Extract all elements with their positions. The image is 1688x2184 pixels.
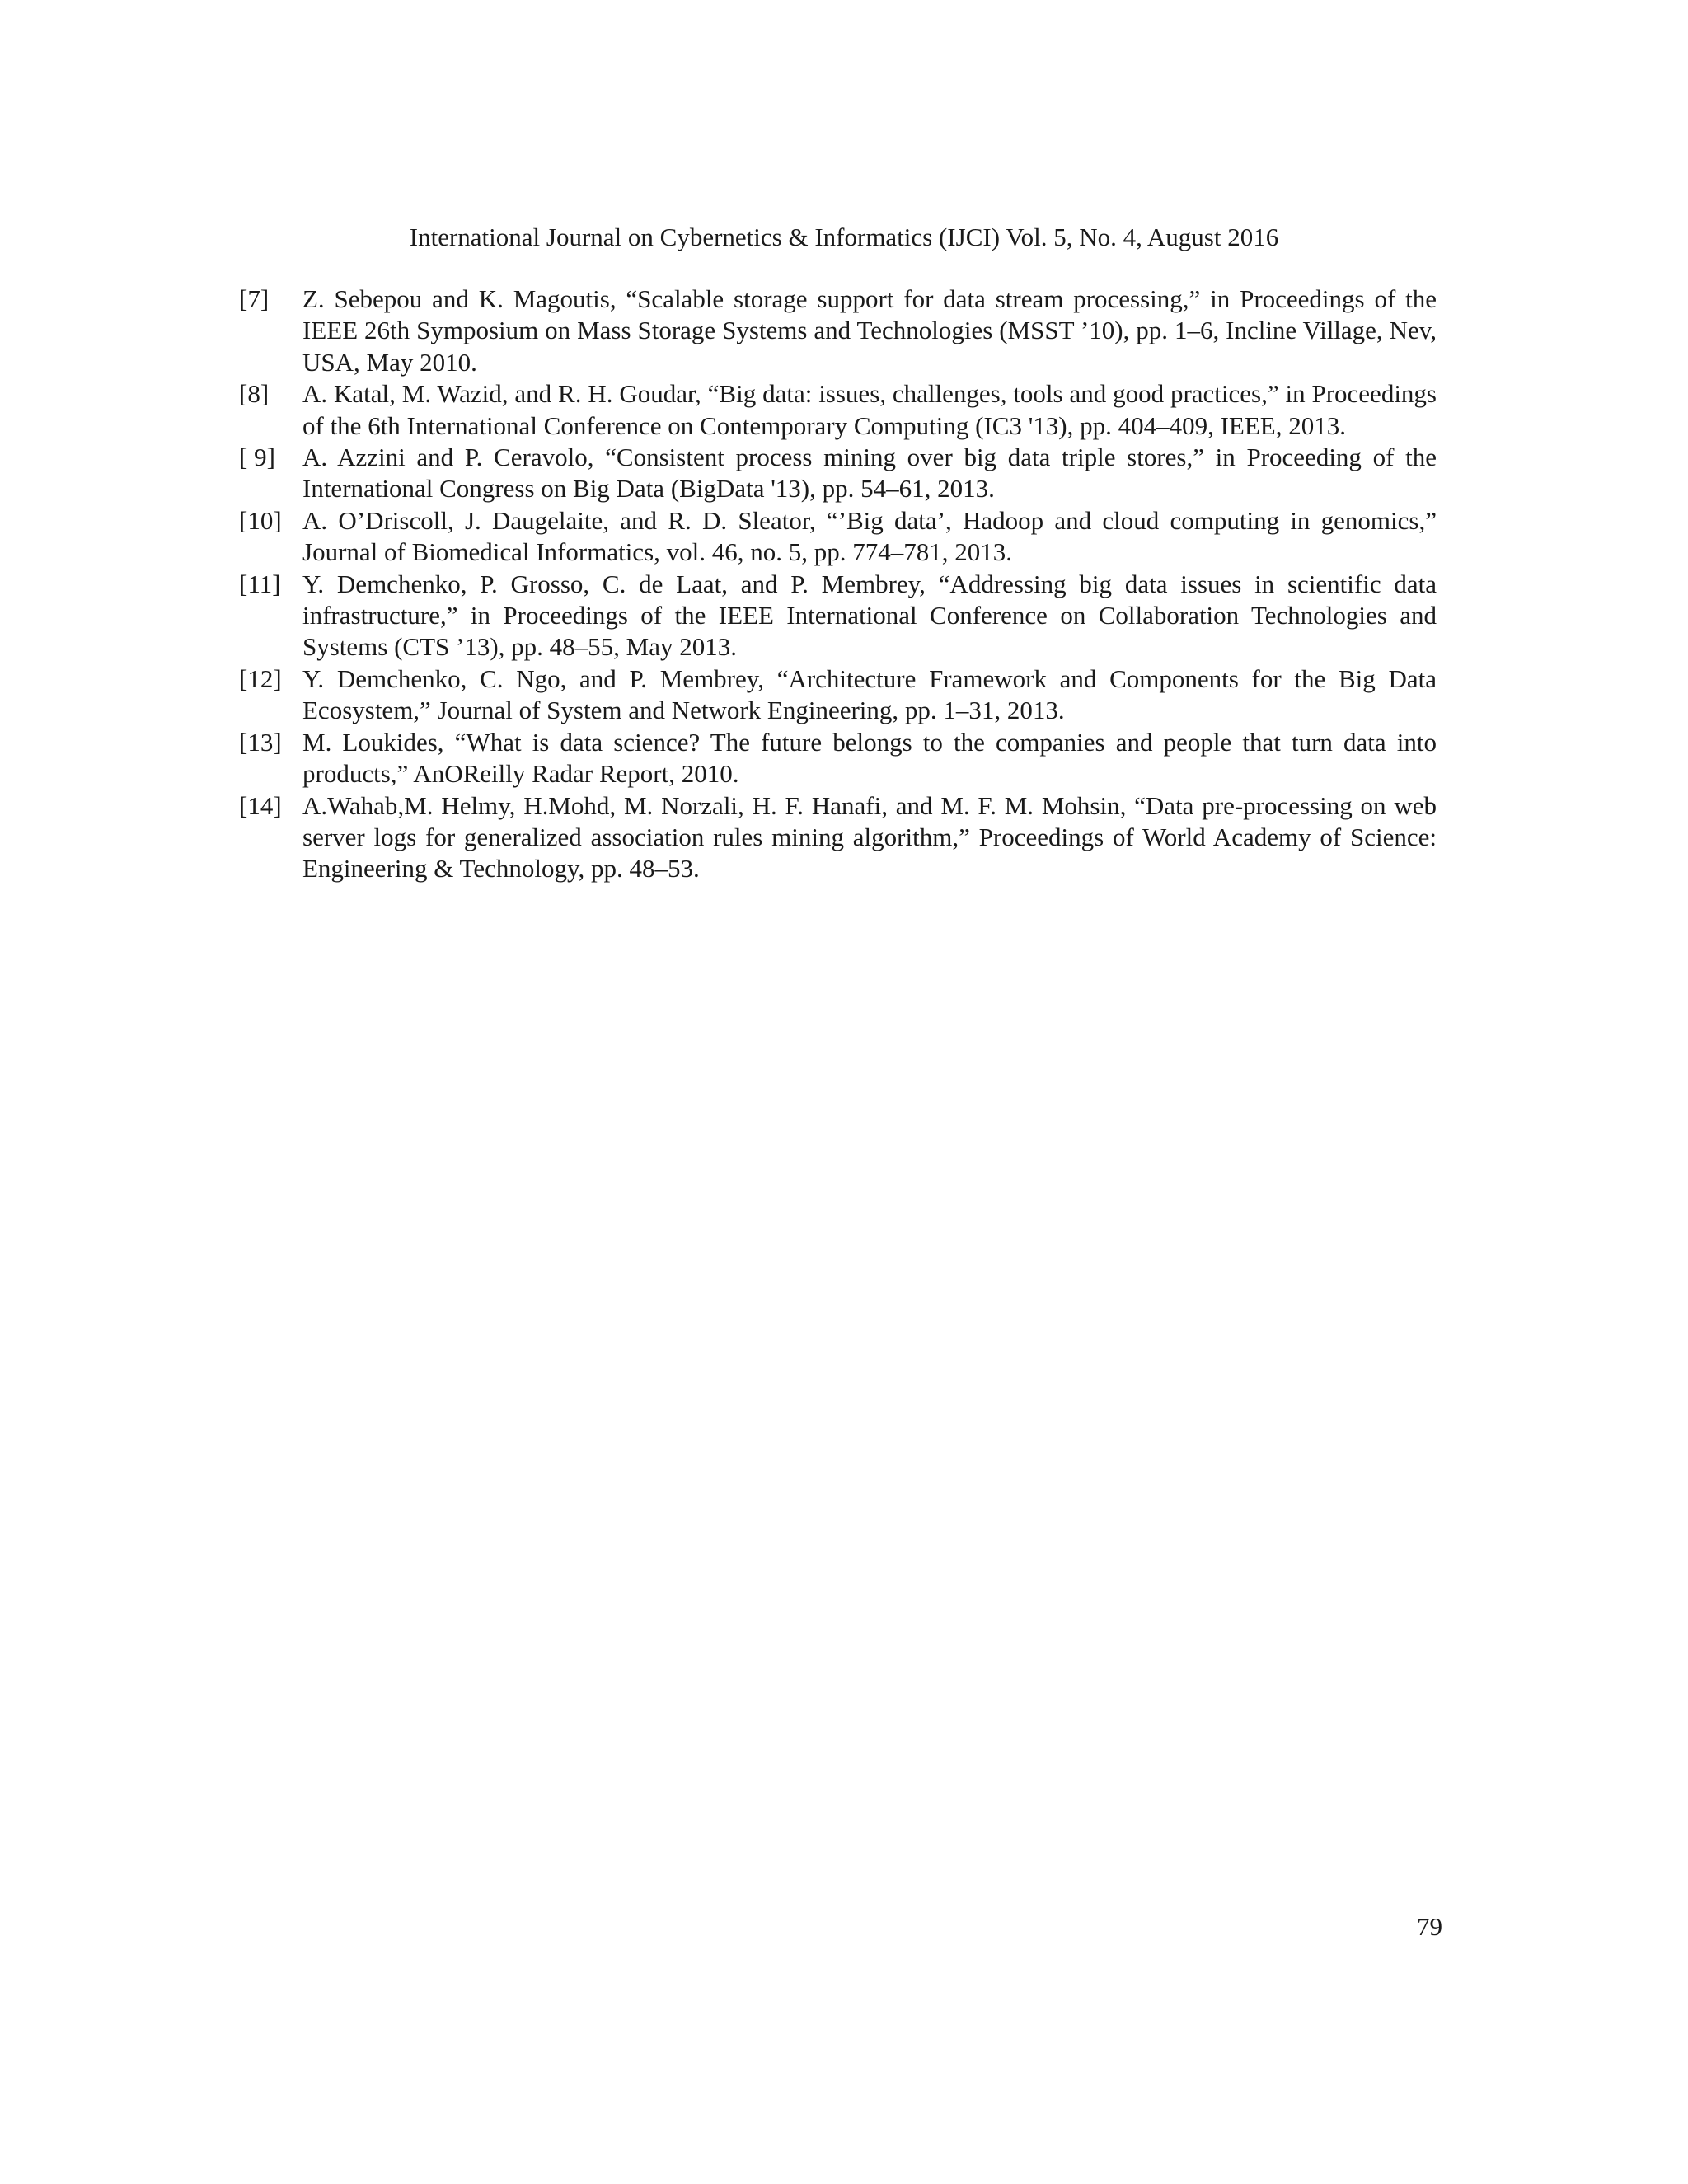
reference-text: Y. Demchenko, C. Ngo, and P. Membrey, “Architecture Framework and Components for the Big Data Ecosystem,” Journal of System and Network Engineering, pp. 1–31, 2013. <box>302 663 1437 725</box>
reference-text: A.Wahab,M. Helmy, H.Mohd, M. Norzali, H. F. Hanafi, and M. F. M. Mohsin, “Data pre-processing on web server logs for generalized association rules mining algorithm,” Proceedings of World Academy of Science: Engineering & Technology, pp. 48–53. <box>302 790 1437 883</box>
reference-item <box>233 727 1437 790</box>
reference-list <box>233 284 1437 885</box>
reference-text: A. Katal, M. Wazid, and R. H. Goudar, “Big data: issues, challenges, tools and good practices,” in Proceedings of the 6th International Conference on Contemporary Computing (IC3 '13), pp. 404–409, IEEE, 2013. <box>302 379 1437 440</box>
reference-item <box>233 442 1437 505</box>
reference-item <box>233 790 1437 885</box>
reference-text: Z. Sebepou and K. Magoutis, “Scalable storage support for data stream processing,” in Proceedings of the IEEE 26th Symposium on Mass Storage Systems and Technologies (MSST ’10), pp. 1–6, Incline Village, Nev, USA, May 2010. <box>302 284 1437 377</box>
reference-number: [14] <box>239 790 282 820</box>
reference-item <box>233 378 1437 442</box>
reference-number: [ 9] <box>239 443 275 472</box>
reference-number: [12] <box>239 663 282 693</box>
reference-item <box>233 663 1437 727</box>
running-header: International Journal on Cybernetics & Informatics (IJCI) Vol. 5, No. 4, August 2016 <box>409 223 1279 251</box>
reference-number: [7] <box>239 284 270 313</box>
reference-number: [8] <box>239 379 270 409</box>
reference-item <box>233 569 1437 663</box>
reference-number: [10] <box>239 505 282 535</box>
reference-number: [13] <box>239 727 282 757</box>
reference-item <box>233 284 1437 378</box>
reference-number: [11] <box>239 569 281 598</box>
reference-item <box>233 505 1437 569</box>
reference-text: A. O’Driscoll, J. Daugelaite, and R. D. Sleator, “’Big data’, Hadoop and cloud computing in genomics,” Journal of Biomedical Informatics, vol. 46, no. 5, pp. 774–781, 2013. <box>302 505 1437 567</box>
reference-text: M. Loukides, “What is data science? The future belongs to the companies and people that turn data into products,” AnOReilly Radar Report, 2010. <box>302 727 1437 789</box>
page-number: 79 <box>1417 1912 1442 1941</box>
reference-text: Y. Demchenko, P. Grosso, C. de Laat, and P. Membrey, “Addressing big data issues in scientific data infrastructure,” in Proceedings of the IEEE International Conference on Collaboration Technologies and Systems (CTS ’13), pp. 48–55, May 2013. <box>302 569 1437 662</box>
reference-text: A. Azzini and P. Ceravolo, “Consistent process mining over big data triple stores,” in Proceeding of the International Congress on Big Data (BigData '13), pp. 54–61, 2013. <box>302 443 1437 504</box>
